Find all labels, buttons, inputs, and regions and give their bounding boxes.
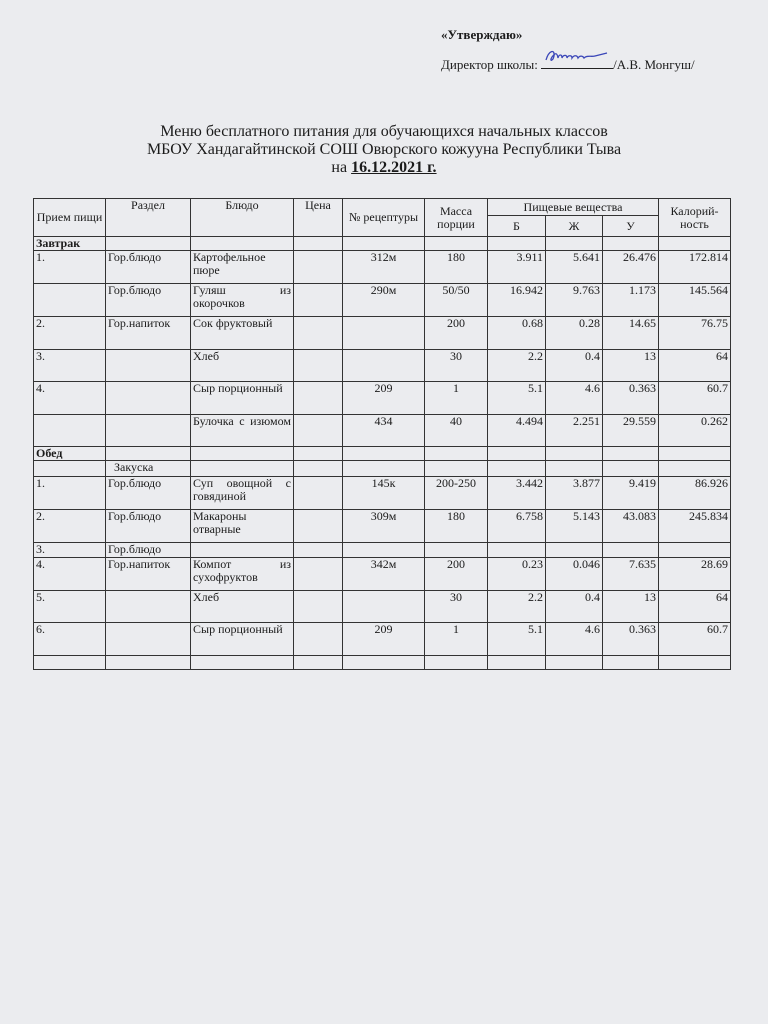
- menu-table: [33, 198, 731, 670]
- carbs-cell: 14.65: [603, 317, 659, 350]
- empty-cell: [488, 461, 546, 477]
- empty-cell: [425, 447, 488, 461]
- section-cell: Гор.блюдо: [106, 477, 191, 510]
- dish-cell: Сыр порционный: [191, 623, 294, 656]
- fat-cell: 5.143: [546, 510, 603, 543]
- dish-cell: Сок фруктовый: [191, 317, 294, 350]
- col-header-section: Раздел: [106, 199, 191, 237]
- mass-cell: 30: [425, 350, 488, 382]
- price-cell: [294, 510, 343, 543]
- mass-cell: 30: [425, 591, 488, 623]
- fat-cell: 2.251: [546, 415, 603, 447]
- menu-date: 16.12.2021 г.: [351, 159, 437, 176]
- calories-cell: [659, 543, 731, 558]
- price-cell: [294, 543, 343, 558]
- protein-cell: 16.942: [488, 284, 546, 317]
- breakfast-row: [34, 251, 731, 284]
- price-cell: [294, 350, 343, 382]
- breakfast-row: [34, 317, 731, 350]
- price-cell: [294, 623, 343, 656]
- empty-cell: [191, 447, 294, 461]
- protein-cell: 6.758: [488, 510, 546, 543]
- fat-cell: 5.641: [546, 251, 603, 284]
- empty-cell: [343, 461, 425, 477]
- meal-number-cell: 1.: [34, 477, 106, 510]
- fat-cell: 3.877: [546, 477, 603, 510]
- dish-cell: [191, 543, 294, 558]
- carbs-cell: 1.173: [603, 284, 659, 317]
- empty-cell: [294, 461, 343, 477]
- col-header-zh: Ж: [546, 216, 603, 237]
- dish-cell: Булочка с изюмом: [191, 415, 294, 447]
- section-cell: [106, 382, 191, 415]
- recipe-cell: [343, 350, 425, 382]
- section-cell: Гор.напиток: [106, 558, 191, 591]
- breakfast-row: [34, 382, 731, 415]
- col-header-meal: Прием пищи: [34, 199, 106, 237]
- recipe-cell: [343, 543, 425, 558]
- empty-cell: [191, 237, 294, 251]
- empty-cell: [546, 237, 603, 251]
- empty-cell: [603, 656, 659, 670]
- meal-number-cell: [34, 415, 106, 447]
- section-cell: [106, 415, 191, 447]
- recipe-cell: 209: [343, 382, 425, 415]
- calories-cell: 28.69: [659, 558, 731, 591]
- empty-cell: [603, 447, 659, 461]
- breakfast-section-label: Завтрак: [34, 237, 106, 251]
- lunch-row: [34, 477, 731, 510]
- mass-cell: 180: [425, 510, 488, 543]
- fat-cell: 0.4: [546, 350, 603, 382]
- empty-cell: [191, 461, 294, 477]
- date-prefix: на: [331, 159, 352, 176]
- carbs-cell: 13: [603, 591, 659, 623]
- empty-cell: [343, 656, 425, 670]
- carbs-cell: [603, 543, 659, 558]
- director-label: Директор школы:: [441, 57, 538, 72]
- mass-cell: 180: [425, 251, 488, 284]
- col-header-calories: Калорий-ность: [659, 199, 731, 237]
- meal-number-cell: 4.: [34, 382, 106, 415]
- section-cell: Гор.блюдо: [106, 543, 191, 558]
- document-title-line-1: Меню бесплатного питания для обучающихся начальных классов: [160, 123, 608, 140]
- carbs-cell: 26.476: [603, 251, 659, 284]
- fat-cell: [546, 543, 603, 558]
- lunch-row: [34, 591, 731, 623]
- carbs-cell: 13: [603, 350, 659, 382]
- empty-cell: [191, 656, 294, 670]
- fat-cell: 0.046: [546, 558, 603, 591]
- calories-cell: 60.7: [659, 382, 731, 415]
- protein-cell: 4.494: [488, 415, 546, 447]
- empty-cell: [425, 656, 488, 670]
- fat-cell: 4.6: [546, 623, 603, 656]
- col-header-price: Цена: [294, 199, 343, 237]
- empty-cell: [603, 237, 659, 251]
- lunch-section-label: Обед: [34, 447, 106, 461]
- protein-cell: 5.1: [488, 623, 546, 656]
- mass-cell: 1: [425, 623, 488, 656]
- col-header-recipe: № рецептуры: [343, 199, 425, 237]
- mass-cell: 50/50: [425, 284, 488, 317]
- dish-cell: Гуляш из окорочков: [191, 284, 294, 317]
- recipe-cell: 342м: [343, 558, 425, 591]
- snack-row: [34, 461, 731, 477]
- meal-number-cell: 2.: [34, 510, 106, 543]
- carbs-cell: 29.559: [603, 415, 659, 447]
- dish-cell: Макароны отварные: [191, 510, 294, 543]
- breakfast-row: [34, 284, 731, 317]
- mass-cell: 200: [425, 317, 488, 350]
- protein-cell: [488, 543, 546, 558]
- col-header-nutrients: Пищевые вещества: [488, 199, 659, 216]
- recipe-cell: 145к: [343, 477, 425, 510]
- protein-cell: 5.1: [488, 382, 546, 415]
- empty-cell: [294, 447, 343, 461]
- price-cell: [294, 477, 343, 510]
- dish-cell: Хлеб: [191, 350, 294, 382]
- fat-cell: 9.763: [546, 284, 603, 317]
- signature-line: [541, 56, 613, 69]
- empty-cell: [488, 656, 546, 670]
- section-cell: [106, 350, 191, 382]
- dish-cell: Компот из сухофруктов: [191, 558, 294, 591]
- protein-cell: 2.2: [488, 350, 546, 382]
- empty-cell: [106, 237, 191, 251]
- signature-icon: [543, 46, 609, 66]
- carbs-cell: 0.363: [603, 623, 659, 656]
- price-cell: [294, 284, 343, 317]
- price-cell: [294, 558, 343, 591]
- empty-cell: [34, 656, 106, 670]
- empty-cell: [659, 237, 731, 251]
- mass-cell: 200: [425, 558, 488, 591]
- protein-cell: 0.68: [488, 317, 546, 350]
- section-cell: [106, 623, 191, 656]
- empty-cell: [488, 447, 546, 461]
- price-cell: [294, 415, 343, 447]
- protein-cell: 3.911: [488, 251, 546, 284]
- dish-cell: Хлеб: [191, 591, 294, 623]
- calories-cell: 76.75: [659, 317, 731, 350]
- lunch-row: [34, 623, 731, 656]
- protein-cell: 2.2: [488, 591, 546, 623]
- meal-number-cell: [34, 284, 106, 317]
- col-header-b: Б: [488, 216, 546, 237]
- recipe-cell: 312м: [343, 251, 425, 284]
- protein-cell: 0.23: [488, 558, 546, 591]
- price-cell: [294, 382, 343, 415]
- dish-cell: Картофельное пюре: [191, 251, 294, 284]
- empty-cell: [343, 237, 425, 251]
- mass-cell: 1: [425, 382, 488, 415]
- meal-number-cell: 5.: [34, 591, 106, 623]
- price-cell: [294, 251, 343, 284]
- empty-cell: [294, 656, 343, 670]
- carbs-cell: 7.635: [603, 558, 659, 591]
- empty-cell: [546, 656, 603, 670]
- dish-cell: Суп овощной с говядиной: [191, 477, 294, 510]
- empty-cell: [343, 447, 425, 461]
- recipe-cell: 309м: [343, 510, 425, 543]
- empty-cell: [546, 461, 603, 477]
- section-cell: Гор.блюдо: [106, 510, 191, 543]
- empty-cell: [294, 237, 343, 251]
- section-cell: Гор.блюдо: [106, 251, 191, 284]
- meal-number-cell: 1.: [34, 251, 106, 284]
- empty-cell: [659, 461, 731, 477]
- recipe-cell: 290м: [343, 284, 425, 317]
- section-cell: Гор.напиток: [106, 317, 191, 350]
- calories-cell: 145.564: [659, 284, 731, 317]
- empty-cell: [488, 237, 546, 251]
- carbs-cell: 43.083: [603, 510, 659, 543]
- carbs-cell: 0.363: [603, 382, 659, 415]
- section-cell: [106, 591, 191, 623]
- carbs-cell: 9.419: [603, 477, 659, 510]
- mass-cell: [425, 543, 488, 558]
- document-title-line-2: МБОУ Хандагайтинской СОШ Овюрского кожууна Республики Тыва: [146, 141, 622, 158]
- mass-cell: 200-250: [425, 477, 488, 510]
- document-title-line-3: [0, 159, 768, 177]
- lunch-section-row: [34, 447, 731, 461]
- col-header-u: У: [603, 216, 659, 237]
- breakfast-row: [34, 350, 731, 382]
- calories-cell: 86.926: [659, 477, 731, 510]
- meal-number-cell: 4.: [34, 558, 106, 591]
- mass-cell: 40: [425, 415, 488, 447]
- empty-cell: [106, 656, 191, 670]
- calories-cell: 0.262: [659, 415, 731, 447]
- empty-cell: [425, 237, 488, 251]
- menu-table-body: [34, 237, 731, 670]
- empty-cell: [106, 447, 191, 461]
- director-line: [441, 56, 695, 73]
- fat-cell: 4.6: [546, 382, 603, 415]
- price-cell: [294, 317, 343, 350]
- empty-cell: [546, 447, 603, 461]
- lunch-row: [34, 543, 731, 558]
- calories-cell: 64: [659, 591, 731, 623]
- snack-label: Закуска: [106, 461, 191, 477]
- fat-cell: 0.4: [546, 591, 603, 623]
- empty-row: [34, 656, 731, 670]
- recipe-cell: 434: [343, 415, 425, 447]
- meal-number-cell: 6.: [34, 623, 106, 656]
- recipe-cell: [343, 591, 425, 623]
- approval-heading: «Утверждаю»: [441, 27, 523, 42]
- calories-cell: 60.7: [659, 623, 731, 656]
- empty-cell: [659, 656, 731, 670]
- lunch-row: [34, 558, 731, 591]
- recipe-cell: [343, 317, 425, 350]
- meal-number-cell: 3.: [34, 543, 106, 558]
- empty-cell: [659, 447, 731, 461]
- calories-cell: 245.834: [659, 510, 731, 543]
- lunch-row: [34, 510, 731, 543]
- col-header-dish: Блюдо: [191, 199, 294, 237]
- recipe-cell: 209: [343, 623, 425, 656]
- calories-cell: 172.814: [659, 251, 731, 284]
- section-cell: Гор.блюдо: [106, 284, 191, 317]
- dish-cell: Сыр порционный: [191, 382, 294, 415]
- fat-cell: 0.28: [546, 317, 603, 350]
- meal-number-cell: 3.: [34, 350, 106, 382]
- breakfast-row: [34, 415, 731, 447]
- breakfast-section-row: [34, 237, 731, 251]
- director-name: /А.В. Монгуш/: [613, 57, 695, 72]
- price-cell: [294, 591, 343, 623]
- protein-cell: 3.442: [488, 477, 546, 510]
- calories-cell: 64: [659, 350, 731, 382]
- empty-cell: [425, 461, 488, 477]
- meal-number-cell: 2.: [34, 317, 106, 350]
- empty-cell: [34, 461, 106, 477]
- empty-cell: [603, 461, 659, 477]
- col-header-mass: Масса порции: [425, 199, 488, 237]
